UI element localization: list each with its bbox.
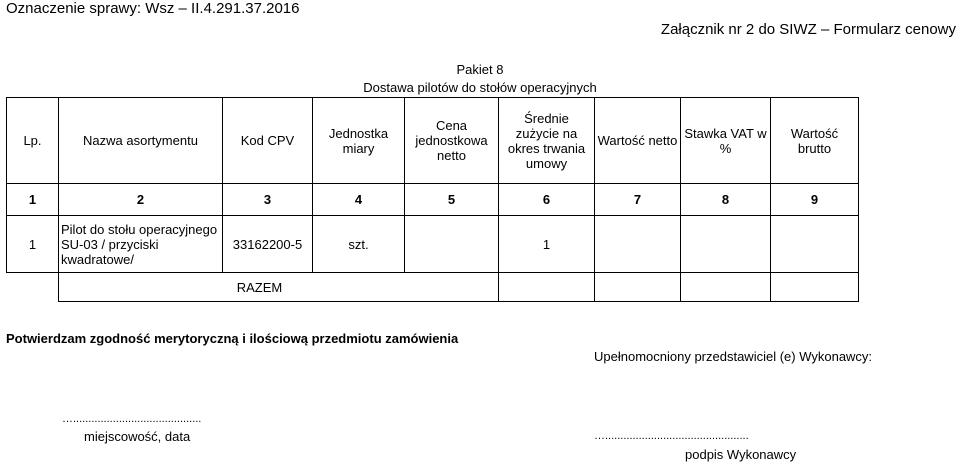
table-row — [7, 216, 859, 273]
column-number: 5 — [405, 184, 499, 216]
package-subtitle: Dostawa pilotów do stołów operacyjnych — [363, 80, 597, 95]
cell-unit: szt. — [313, 216, 405, 273]
column-number: 9 — [771, 184, 859, 216]
column-number: 6 — [499, 184, 595, 216]
cell-lp: 1 — [7, 216, 59, 273]
table-header-row — [7, 98, 859, 184]
column-number: 2 — [59, 184, 223, 216]
col-header-gross-value: Wartość brutto — [771, 98, 859, 184]
cell-name: Pilot do stołu operacyjnego SU-03 / przyciski kwadratowe/ — [59, 216, 223, 273]
price-table — [6, 97, 859, 302]
column-number: 4 — [313, 184, 405, 216]
column-number-row — [7, 184, 859, 216]
cell-avg-usage: 1 — [499, 216, 595, 273]
representative-label: Upełnomocniony przedstawiciel (e) Wykonawcy: — [594, 349, 873, 364]
column-number: 7 — [595, 184, 681, 216]
total-gross-value[interactable] — [771, 273, 859, 302]
col-header-name: Nazwa asortymentu — [59, 98, 223, 184]
cell-unit-price[interactable] — [405, 216, 499, 273]
signature-dots: …............................................... — [594, 430, 749, 442]
cell-net-value[interactable] — [595, 216, 681, 273]
col-header-unit-price: Cena jednostkowa netto — [405, 98, 499, 184]
total-spacer — [7, 273, 59, 302]
total-vat[interactable] — [681, 273, 771, 302]
place-date-dots: ….......................................... — [62, 413, 202, 425]
col-header-net-value: Wartość netto — [595, 98, 681, 184]
confirmation-statement: Potwierdzam zgodność merytoryczną i ilościową przedmiotu zamówienia — [6, 331, 459, 346]
total-label: RAZEM — [59, 273, 499, 302]
attachment-title: Załącznik nr 2 do SIWZ – Formularz cenowy — [660, 21, 956, 38]
total-row — [7, 273, 859, 302]
col-header-vat: Stawka VAT w % — [681, 98, 771, 184]
total-avg-usage — [499, 273, 595, 302]
case-reference: Oznaczenie sprawy: Wsz – II.4.291.37.2016 — [6, 0, 300, 17]
cell-cpv: 33162200-5 — [223, 216, 313, 273]
col-header-cpv: Kod CPV — [223, 98, 313, 184]
signature-label: podpis Wykonawcy — [685, 447, 797, 462]
column-number: 3 — [223, 184, 313, 216]
column-number: 1 — [7, 184, 59, 216]
package-title: Pakiet 8 — [456, 62, 504, 77]
column-number: 8 — [681, 184, 771, 216]
total-net-value[interactable] — [595, 273, 681, 302]
col-header-avg-usage: Średnie zużycie na okres trwania umowy — [499, 98, 595, 184]
cell-gross-value[interactable] — [771, 216, 859, 273]
col-header-unit: Jednostka miary — [313, 98, 405, 184]
place-date-label: miejscowość, data — [84, 429, 191, 444]
col-header-lp: Lp. — [7, 98, 59, 184]
cell-vat[interactable] — [681, 216, 771, 273]
